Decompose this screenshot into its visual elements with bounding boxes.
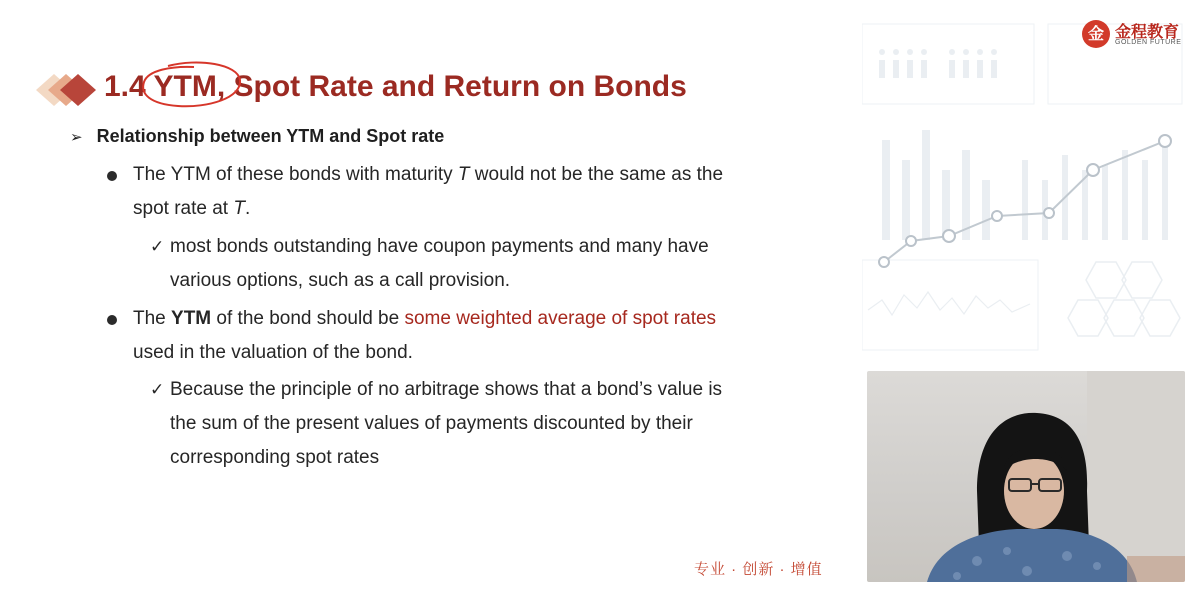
text-segment: spot rate at — [133, 198, 234, 219]
bullet-item-1 — [133, 158, 723, 226]
dot-icon — [107, 315, 117, 325]
heading-text: Relationship between YTM and Spot rate — [96, 126, 445, 146]
arrowhead-icon: ➢ — [70, 129, 83, 146]
slide-title: 1.4 YTM, Spot Rate and Return on Bonds — [104, 70, 687, 103]
section-heading — [70, 126, 444, 147]
check-item-1 — [150, 230, 709, 298]
brand-logo — [1082, 18, 1192, 52]
dot-icon — [107, 171, 117, 181]
decorative-infographic-background — [862, 10, 1188, 360]
bullet-1-line-2 — [133, 192, 723, 226]
bullet-1-line-1 — [133, 158, 723, 192]
text-segment: would not be the same as the — [469, 164, 724, 185]
text-segment: YTM — [171, 308, 212, 329]
text-segment: T — [233, 198, 245, 219]
logo-name-cn: 金程教育 — [1115, 24, 1180, 41]
check-2-line-3: corresponding spot rates — [170, 447, 380, 468]
bullet-2-line-2: used in the valuation of the bond. — [133, 342, 413, 363]
logo-mark-icon: 金 — [1082, 20, 1110, 48]
check-2-line-2: the sum of the present values of payments discounted by their — [170, 413, 693, 434]
highlighted-text: some weighted average of spot rates — [404, 308, 717, 329]
title-diamond-icon — [36, 70, 100, 110]
bullet-item-2 — [133, 302, 716, 370]
checkmark-icon: ✓ — [150, 380, 165, 399]
text-segment: The — [133, 308, 172, 329]
text-segment: The YTM of these bonds with maturity — [133, 164, 458, 185]
presenter-figure-icon — [867, 371, 1185, 582]
text-segment: . — [244, 198, 251, 219]
checkmark-icon: ✓ — [150, 237, 165, 256]
text-segment: of the bond should be — [211, 308, 405, 329]
check-2-line-1: Because the principle of no arbitrage shows that a bond’s value is — [170, 379, 723, 400]
pen-circle-annotation — [138, 58, 246, 112]
check-1-line-1: most bonds outstanding have coupon payments and many have — [170, 236, 709, 257]
text-segment: T — [457, 164, 470, 185]
footer-slogan: 专业 · 创新 · 增值 — [694, 561, 823, 578]
check-1-line-2: various options, such as a call provision. — [170, 270, 511, 291]
presenter-webcam-video — [867, 371, 1185, 582]
check-item-2 — [150, 373, 723, 475]
bullet-2-line-1 — [133, 302, 716, 336]
logo-name-en: GOLDEN FUTURE — [1115, 39, 1182, 46]
